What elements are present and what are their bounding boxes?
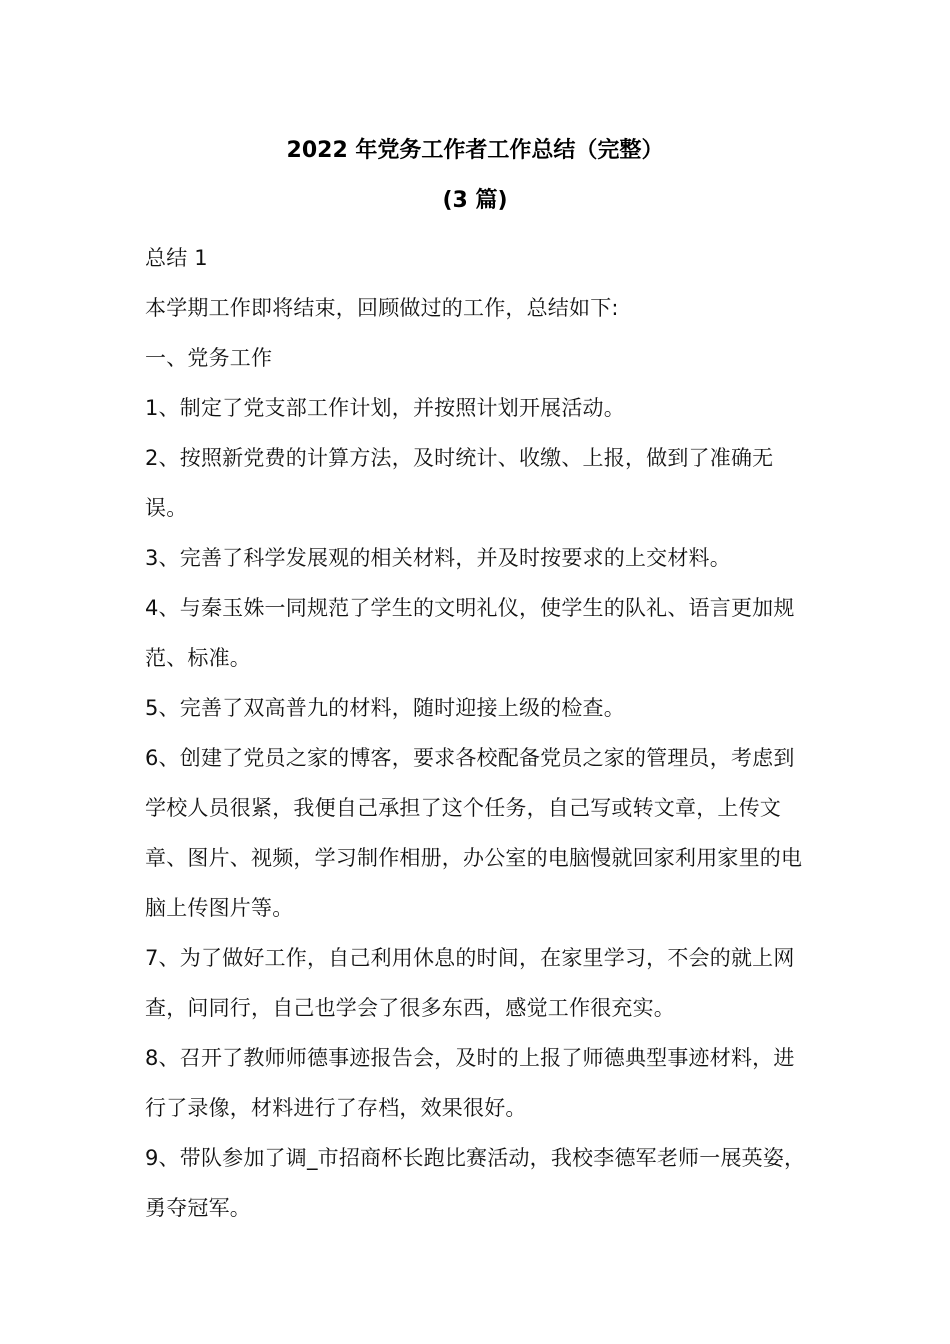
list-item: 2、按照新党费的计算方法，及时统计、收缴、上报，做到了准确无误。 <box>145 446 774 520</box>
subsection-heading: 一、党务工作 <box>145 346 273 370</box>
intro-paragraph: 本学期工作即将结束，回顾做过的工作，总结如下: <box>145 296 619 320</box>
list-item: 8、召开了教师师德事迹报告会，及时的上报了师德典型事迹材料，进行了录像，材料进行了存档，效果很好。 <box>145 1046 795 1120</box>
list-item: 6、创建了党员之家的博客，要求各校配备党员之家的管理员，考虑到学校人员很紧，我便自己承担了这个任务，自己写或转文章，上传文章、图片、视频，学习制作相册，办公室的电脑慢就回家利用家里的电脑上传图片等。 <box>145 746 803 920</box>
document-body <box>145 233 810 1233</box>
list-item: 7、为了做好工作，自己利用休息的时间，在家里学习，不会的就上网查，问同行，自己也学会了很多东西，感觉工作很充实。 <box>145 946 795 1020</box>
document-title: 2022 年党务工作者工作总结（完整） <box>286 138 664 163</box>
list-item: 9、带队参加了调_市招商杯长跑比赛活动，我校李德军老师一展英姿，勇夺冠军。 <box>145 1146 806 1220</box>
list-item: 1、制定了党支部工作计划，并按照计划开展活动。 <box>145 396 625 420</box>
document-subtitle: (3 篇) <box>442 188 508 213</box>
section-heading: 总结 1 <box>145 246 208 270</box>
list-item: 3、完善了科学发展观的相关材料，并及时按要求的上交材料。 <box>145 546 731 570</box>
list-item: 5、完善了双高普九的材料，随时迎接上级的检查。 <box>145 696 625 720</box>
list-item: 4、与秦玉姝一同规范了学生的文明礼仪，使学生的队礼、语言更加规范、标准。 <box>145 596 795 670</box>
